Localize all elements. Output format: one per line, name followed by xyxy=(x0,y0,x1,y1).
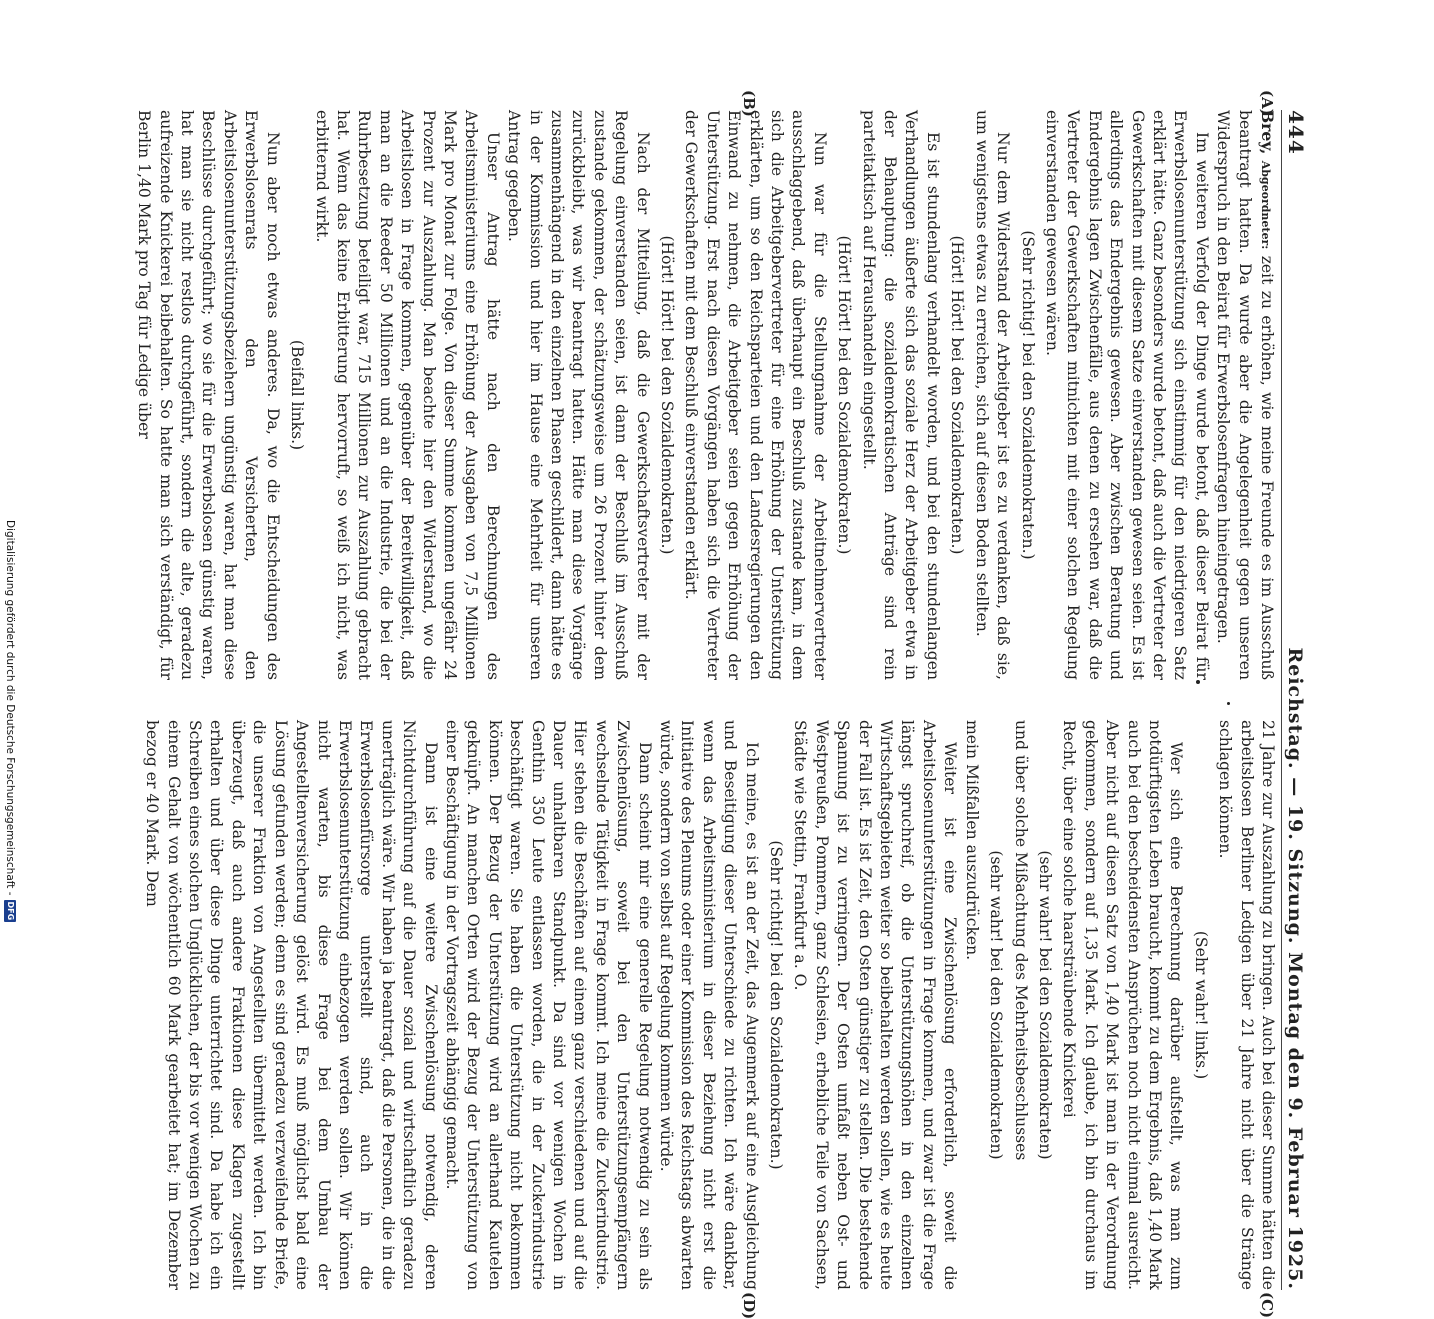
interjection: (Hört! Hört! bei den Sozialdemokraten.) xyxy=(835,235,854,555)
interjection: (sehr wahr! bei den Sozialdemokraten) xyxy=(1035,850,1054,1160)
paragraph: zeit zu erhöhen, wie meine Freunde es im Ausschuß beantragt hatten. Da wurde aber die Angelegenheit gegen unseren Widerspruch in den Beirat für Erwerbslosenfragen hineingetragen. xyxy=(1214,110,1276,680)
interjection: (Hört! Hört! bei den Sozialdemokraten.) xyxy=(658,235,677,555)
interjection: (Sehr richtig! bei den Sozialdemokraten.) xyxy=(1018,230,1037,560)
margin-marker-d: (D) xyxy=(740,1292,758,1319)
document-page xyxy=(0,90,1318,1319)
paragraph: Ich meine, es ist an der Zeit, das Augenmerk auf eine Ausgleichung und Beseitigung dieser Unterschiede zu richten. Ich wäre dankbar, wenn das Arbeitsministerium in dieser Beziehung nicht erst die Initiative des Plenums oder einer Kommission des Reichstags abwarten würde, sondern von selbst auf Regelung kommen würde. xyxy=(657,720,761,1290)
credit-text: Digitalisierung gefördert durch die Deutsche Forschungsgemeinschaft - xyxy=(4,520,16,896)
paragraph: Unser Antrag hätte nach den Berechnungen des Arbeitsministeriums eine Erhöhung der Ausgaben von 7,5 Millionen Mark pro Monat zur Folge. Von dieser Summe kommen ungefähr 24 Prozent zur Auszahlung. Man beachte hier den Widerstand, wo die Arbeitslosen in Frage kommen, gegenüber der Bereitwilligkeit, daß man an die Reeder 50 Millionen und an die Industrie, die bei der Ruhrbesetzung beteiligt war, 715 Millionen zur Auszahlung gebracht hat. Wenn das keine Erbitterung hervorruft, so weiß ich nicht, was erbitternd wirkt. xyxy=(312,110,502,680)
margin-marker-a: (A) xyxy=(1258,90,1276,116)
digitization-credit xyxy=(4,520,18,990)
speaker-note: Abgeordneter: xyxy=(1259,160,1272,250)
paragraph: Weiter ist eine Zwischenlösung erforderlich, soweit die Arbeitslosenunterstützungen in Frage kommen, und zwar ist die Frage längst spruchreif, ob die Unterstützungshöhen in den einzelnen Wirtschaftsgebieten weiter so beibehalten werden sollen, wie es heute der Fall ist. Es ist Zeit, den Osten günstiger zu stellen. Die bestehende Spannung ist zu verringern. Der Osten umfaßt neben Ost- und Westpreußen, Pommern, ganz Schlesien, erhebliche Teile von Sachsen, Städte wie Stettin, Frankfurt a. O. xyxy=(791,720,960,1290)
interjection: (sehr wahr! bei den Sozialdemokraten) xyxy=(987,850,1006,1160)
interjection: (Hört! Hört! bei den Sozialdemokraten.) xyxy=(948,235,967,555)
paragraph: Nun aber noch etwas anderes. Da, wo die Entscheidungen des Erwerbslosenrats den Versicherten, den Arbeitslosenunterstützungsbeziehern ungünstig waren, hat man diese Beschlüsse durchgeführt; wo sie für die Erwerbslosen günstig waren, hat man sie nicht restlos durchgeführt, sondern die alte, geradezu aufreizende Knickerei beibehalten. So hatte man sich verständigt, für Berlin 1,40 Mark pro Tag für Ledige über xyxy=(135,110,282,680)
print-speck xyxy=(1196,680,1200,684)
paragraph: Nur dem Widerstand der Arbeitgeber ist es zu verdanken, daß sie, um wenigstens etwas zu erreichen, sich auf diesen Boden stellten. xyxy=(972,110,1013,680)
paragraph: mein Mißfallen auszudrücken. xyxy=(962,720,981,961)
paragraph: Im weiteren Verfolg der Dinge wurde betont, daß dieser Beirat für Erwerbslosenunterstützung sich einstimmig für den niedrigeren Satz erklärt hätte. Ganz besonders wurde betont, daß auch die Vertreter der Gewerkschaften mit diesem Satze einverstanden gewesen seien. Es ist allerdings das Endergebnis gewesen. Aber zwischen Beratung und Endergebnis lagen Zwischenfälle, aus denen zu ersehen war, daß die Vertreter der Gewerkschaften mitnichten mit einer solchen Regelung einverstanden gewesen wären. xyxy=(1042,110,1211,680)
paragraph: Dann ist eine weitere Zwischenlösung notwendig, deren Nichtdurchführung auf die Dauer sozial und wirtschaftlich geradezu unerträglich wäre. Wir haben ja beantragt, daß die Personen, die in die Erwerbslosenfürsorge unterstellt sind, auch in die Erwerbslosenunterstützung einbezogen werden sollen. Wir können nicht warten, bis diese Frage bei dem Umbau der Angestelltenversicherung gelöst wird. Es muß möglichst bald eine Lösung gefunden werden; denn es sind geradezu verzweifelnde Briefe, die unserer Fraktion von Angestellten übermittelt werden. Ich bin überzeugt, daß auch andere Fraktionen diese Klagen zugestellt erhalten und über diese Dinge unterrichtet sind. Da habe ich ein Schreiben eines solchen Unglücklichen, der bis vor wenigen Wochen zu einem Gehalt von wöchentlich 60 Mark gearbeitet hat; im Dezember bezog er 40 Mark. Dem xyxy=(143,720,440,1290)
interjection: (Beifall links.) xyxy=(288,339,307,451)
header-rule xyxy=(1281,110,1282,1290)
dfg-logo: DFG xyxy=(6,901,15,921)
paragraph: Dann scheint mir eine generelle Regelung notwendig zu sein als Zwischenlösung, soweit bei den Unterstützungsempfängern wechselnde Tätigkeit in Frage kommt. Ich meine die Zuckerindustrie. Hier stehen die Beschäften auf einem ganz verschiedenen und auf die Dauer unhaltbaren Standpunkt. Da sind vor wenigen Wochen in Genthin 350 Leute entlassen worden, die in der Zuckerindustrie beschäftigt waren. Sie haben die Unterstützung nicht bekommen können. Der Bezug der Unterstützung wird an allerhand Kautelen geknüpft. An manchen Orten wird der Bezug der Unterstützung von einer Beschäftigung in der Vortragszeit abhängig gemacht. xyxy=(442,720,654,1290)
paragraph: und über solche Mißachtung des Mehrheitsbeschlusses xyxy=(1011,720,1030,1161)
text-column-left xyxy=(135,110,1278,680)
speaker-line xyxy=(1212,110,1278,680)
paragraph: Nun war für die Stellungnahme der Arbeitnehmervertreter ausschlaggebend, daß überhaupt ein Beschluß zustande kam, in dem sich die Arbeitgebervertreter für eine Erhöhung der Unterstützung erklärten, um so den Reichsparteien und den Landesregierungen den Einwand zu nehmen, die Arbeitgeber seien gegen Erhöhung der Unterstützung. Erst nach diesen Vorgängen haben sich die Vertreter der Gewerkschaften mit dem Beschluß einverstanden erklärt. xyxy=(682,110,829,680)
print-speck xyxy=(1227,702,1230,705)
paragraph: Es ist stundenlang verhandelt worden, und bei den stundenlangen Verhandlungen äußerte sich das soziale Herz der Arbeitgeber etwa in der Behauptung: die sozialdemokratischen Anträge sind rein parteitaktisch auf Heraushandeln eingestellt. xyxy=(859,110,942,680)
page-number: 444 xyxy=(1284,110,1308,155)
margin-marker-c: (C) xyxy=(1258,1292,1276,1319)
paragraph: Nach der Mitteilung, daß die Gewerkschaftsvertreter mit der Regelung einverstanden seien, ist dann der Beschluß im Ausschuß zustande gekommen, der schätzungsweise um 26 Prozent hinter dem zurückbleibt, was wir beantragt hatten. Hätte man diese Vorgänge zusammenhängend in den einzelnen Phasen geschildert, dann hätte es in der Kommission und hier im Hause eine Mehrheit für unseren Antrag gegeben. xyxy=(505,110,652,680)
text-column-right xyxy=(143,720,1278,1290)
page-title: Reichstag. — 19. Sitzung. Montag den 9. Februar 1925. xyxy=(1284,647,1306,1290)
margin-marker-b: (B) xyxy=(740,90,758,117)
speaker-name: Brey, xyxy=(1258,110,1277,155)
page-header xyxy=(1284,110,1310,1290)
interjection: (Sehr wahr! links.) xyxy=(1191,930,1210,1080)
interjection: (Sehr richtig! bei den Sozialdemokraten.) xyxy=(767,840,786,1170)
paragraph: 21 Jahre zur Auszahlung zu bringen. Auch bei dieser Summe hätten die arbeitslosen Berliner Ledigen über 21 Jahre nicht über die Stränge schlagen können. xyxy=(1216,720,1277,1290)
paragraph: Wer sich eine Berechnung darüber aufstellt, was man zum notdürftigsten Leben braucht, kommt zu dem Ergebnis, daß 1,40 Mark auch bei den bescheidensten Ansprüchen noch nicht einmal ausreicht. Aber nicht auf diesen Satz von 1,40 Mark ist man in der Verordnung gekommen, sondern auf 1,35 Mark. Ich glaube, ich bin durchaus im Recht, über eine solche haarsträubende Knickerei xyxy=(1060,720,1186,1290)
